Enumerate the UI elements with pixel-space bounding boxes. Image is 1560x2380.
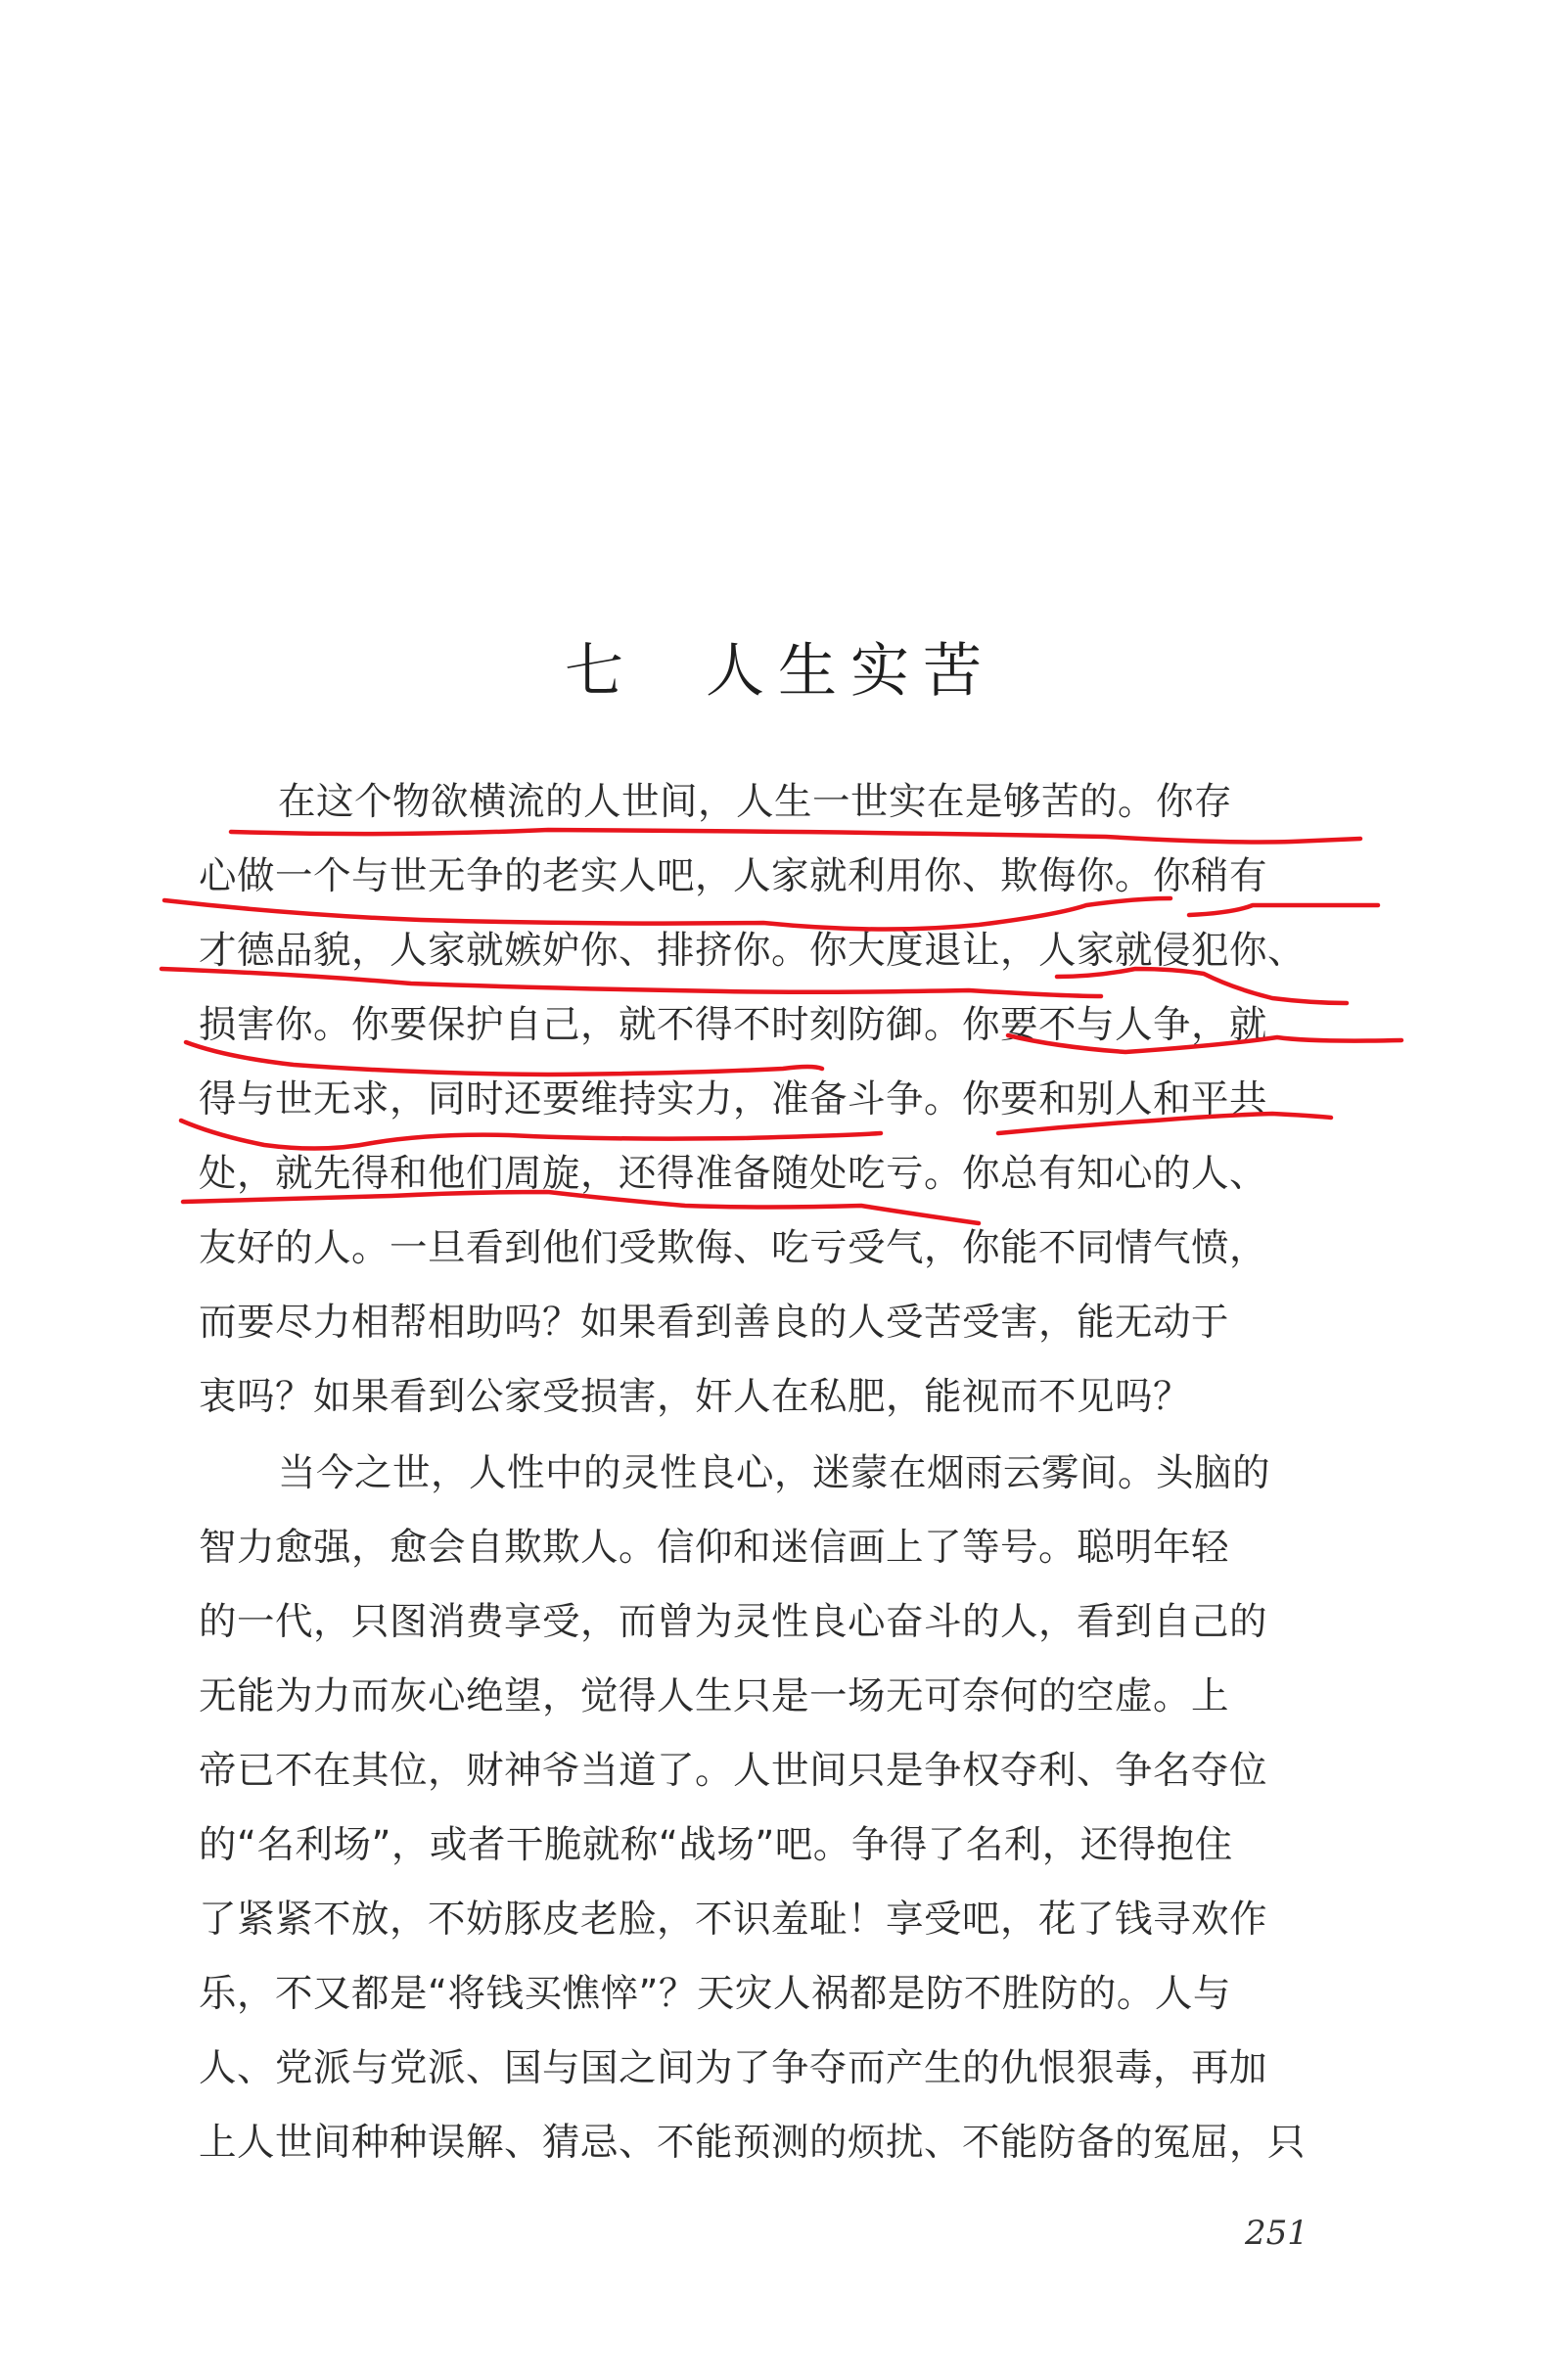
text-line: 乐，不又都是“将钱买憔悴”？天灾人祸都是防不胜防的。人与 bbox=[199, 1972, 1231, 2016]
paragraph-2 bbox=[199, 1437, 1334, 2180]
text-line: 智力愈强，愈会自欺欺人。信仰和迷信画上了等号。聪明年轻 bbox=[199, 1526, 1230, 1570]
chapter-title bbox=[0, 624, 1560, 709]
text-line: 处，就先得和他们周旋，还得准备随处吃亏。你总有知心的人、 bbox=[199, 1152, 1268, 1196]
text-line: 得与世无求，同时还要维持实力，准备斗争。你要和别人和平共 bbox=[199, 1077, 1268, 1121]
paragraph-1 bbox=[199, 765, 1334, 1435]
text-line: 的一代，只图消费享受，而曾为灵性良心奋斗的人，看到自己的 bbox=[199, 1600, 1268, 1644]
text-line: 无能为力而灰心绝望，觉得人生只是一场无可奈何的空虚。上 bbox=[199, 1674, 1230, 1718]
text-line: 了紧紧不放，不妨豚皮老脸，不识羞耻！享受吧，花了钱寻欢作 bbox=[199, 1898, 1268, 1942]
text-line: 当今之世，人性中的灵性良心，迷蒙在烟雨云雾间。头脑的 bbox=[278, 1451, 1271, 1495]
text-line: 才德品貌，人家就嫉妒你、排挤你。你大度退让，人家就侵犯你、 bbox=[199, 929, 1307, 973]
chapter-title-text: 人生实苦 bbox=[706, 637, 995, 707]
page-number: 251 bbox=[1245, 2214, 1308, 2253]
text-line: 上人世间种种误解、猜忌、不能预测的烦扰、不能防备的冤屈，只 bbox=[199, 2121, 1307, 2165]
text-line: 而要尽力相帮相助吗？如果看到善良的人受苦受害，能无动于 bbox=[199, 1301, 1230, 1345]
text-line: 帝已不在其位，财神爷当道了。人世间只是争权夺利、争名夺位 bbox=[199, 1749, 1268, 1793]
text-line: 损害你。你要保护自己，就不得不时刻防御。你要不与人争，就 bbox=[199, 1003, 1268, 1047]
chapter-number: 七 bbox=[565, 637, 637, 707]
text-line: 衷吗？如果看到公家受损害，奸人在私肥，能视而不见吗？ bbox=[199, 1375, 1192, 1419]
text-line: 的“名利场”，或者干脆就称“战场”吧。争得了名利，还得抱住 bbox=[199, 1823, 1233, 1867]
text-line: 友好的人。一旦看到他们受欺侮、吃亏受气，你能不同情气愤， bbox=[199, 1226, 1268, 1270]
text-line: 在这个物欲横流的人世间，人生一世实在是够苦的。你存 bbox=[278, 780, 1233, 824]
text-line: 人、党派与党派、国与国之间为了争夺而产生的仇恨狠毒，再加 bbox=[199, 2046, 1268, 2090]
text-line: 心做一个与世无争的老实人吧，人家就利用你、欺侮你。你稍有 bbox=[199, 854, 1268, 898]
